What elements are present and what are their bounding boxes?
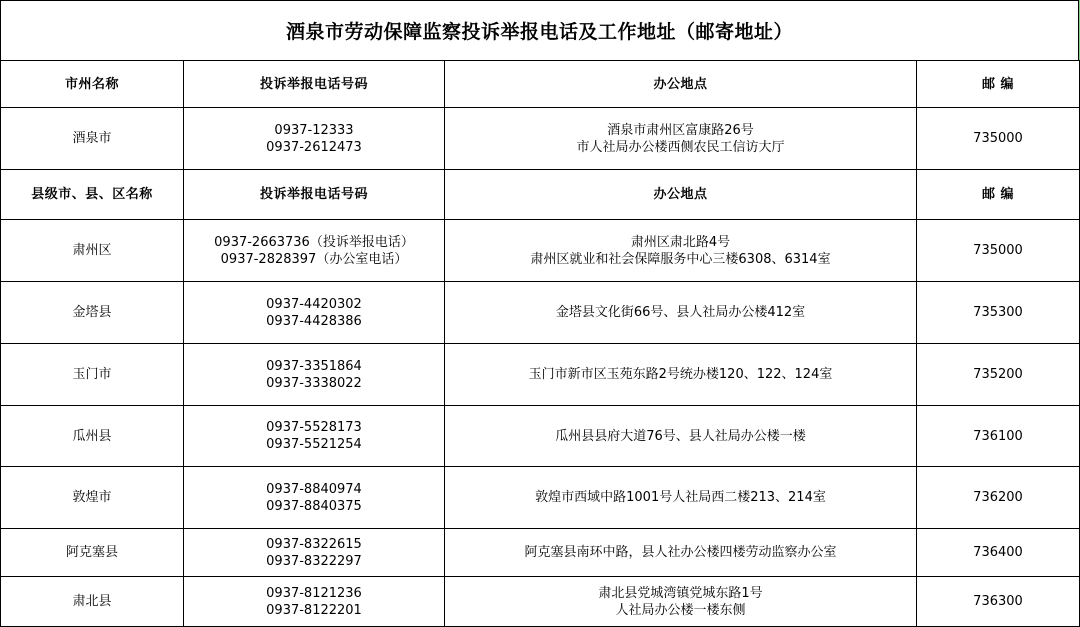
city-office-line: 市人社局办公楼西侧农民工信访大厅: [576, 139, 785, 155]
county-postcode: 735300: [917, 282, 1080, 344]
county-office-line: 玉门市新市区玉苑东路2号统办楼120、122、124室: [528, 367, 833, 382]
county-name: 敦煌市: [1, 467, 184, 529]
county-office: [445, 220, 917, 282]
header-phone: 投诉举报电话号码: [184, 61, 445, 108]
county-phones: [184, 344, 445, 406]
county-name: 玉门市: [1, 344, 184, 406]
county-postcode: 735000: [917, 220, 1080, 282]
county-office: [445, 344, 917, 406]
page-title: 酒泉市劳动保障监察投诉举报电话及工作地址（邮寄地址）: [0, 0, 1079, 60]
county-row: [1, 529, 1080, 577]
county-phone-line: 0937-8122201: [266, 602, 362, 618]
contact-table-body: [1, 61, 1080, 627]
county-office: [445, 406, 917, 467]
county-office-line: 敦煌市西域中路1001号人社局西二楼213、214室: [535, 490, 826, 505]
county-office-line: 肃州区就业和社会保障服务中心三楼6308、6314室: [530, 251, 831, 267]
city-phones: [184, 108, 445, 170]
county-row: [1, 406, 1080, 467]
city-phone-line: 0937-12333: [274, 122, 354, 138]
county-phone-line: 0937-8322615: [266, 536, 362, 552]
county-phones: [184, 406, 445, 467]
county-phones: [184, 467, 445, 529]
county-postcode: 736200: [917, 467, 1080, 529]
county-phones: [184, 282, 445, 344]
county-phone-line: 0937-3338022: [266, 375, 362, 391]
county-phone-line: 0937-8840375: [266, 498, 362, 514]
header-postcode: 邮 编: [917, 61, 1080, 108]
county-row: [1, 467, 1080, 529]
county-phone-line: 0937-3351864: [266, 358, 362, 374]
county-postcode: 736400: [917, 529, 1080, 577]
county-phone-line: 0937-5521254: [266, 437, 362, 452]
county-office: [445, 529, 917, 577]
county-name: 肃州区: [1, 220, 184, 282]
county-office: [445, 282, 917, 344]
contact-table: [0, 60, 1080, 627]
county-phones: [184, 220, 445, 282]
county-office: [445, 577, 917, 627]
county-phone-line: 0937-8322297: [266, 553, 362, 569]
county-row: [1, 577, 1080, 627]
city-office-line: 酒泉市肃州区富康路26号: [607, 122, 754, 138]
county-phone-line: 0937-8840974: [266, 481, 362, 497]
county-phone-line: 0937-8121236: [266, 585, 362, 601]
header-phone: 投诉举报电话号码: [184, 170, 445, 220]
county-phone-line: 0937-4420302: [266, 296, 362, 312]
county-office: [445, 467, 917, 529]
county-postcode: 735200: [917, 344, 1080, 406]
city-phone-line: 0937-2612473: [266, 139, 362, 155]
header-name: 县级市、县、区名称: [1, 170, 184, 220]
city-postcode: 735000: [917, 108, 1080, 170]
county-phones: [184, 577, 445, 627]
county-phone-line: 0937-2663736（投诉举报电话）: [214, 234, 414, 250]
county-postcode: 736100: [917, 406, 1080, 467]
county-office-line: 人社局办公楼一楼东侧: [615, 602, 746, 618]
county-phone-line: 0937-5528173: [266, 420, 362, 435]
city-header-row: [1, 61, 1080, 108]
county-postcode: 736300: [917, 577, 1080, 627]
header-postcode: 邮 编: [917, 170, 1080, 220]
city-name: 酒泉市: [1, 108, 184, 170]
county-row: [1, 220, 1080, 282]
county-name: 肃北县: [1, 577, 184, 627]
header-office: 办公地点: [445, 170, 917, 220]
county-office-line: 肃州区肃北路4号: [630, 234, 731, 250]
header-name: 市州名称: [1, 61, 184, 108]
county-office-line: 阿克塞县南环中路，县人社办公楼四楼劳动监察办公室: [524, 545, 837, 560]
city-row: [1, 108, 1080, 170]
county-office-line: 瓜州县县府大道76号、县人社局办公楼一楼: [555, 428, 806, 444]
city-office: [445, 108, 917, 170]
county-phone-line: 0937-4428386: [266, 313, 362, 329]
county-row: [1, 282, 1080, 344]
header-office: 办公地点: [445, 61, 917, 108]
county-name: 瓜州县: [1, 406, 184, 467]
county-name: 阿克塞县: [1, 529, 184, 577]
county-name: 金塔县: [1, 282, 184, 344]
county-phones: [184, 529, 445, 577]
county-row: [1, 344, 1080, 406]
county-office-line: 肃北县党城湾镇党城东路1号: [598, 585, 763, 601]
county-phone-line: 0937-2828397（办公室电话）: [220, 251, 408, 267]
county-header-row: [1, 170, 1080, 220]
county-office-line: 金塔县文化街66号、县人社局办公楼412室: [555, 305, 806, 320]
